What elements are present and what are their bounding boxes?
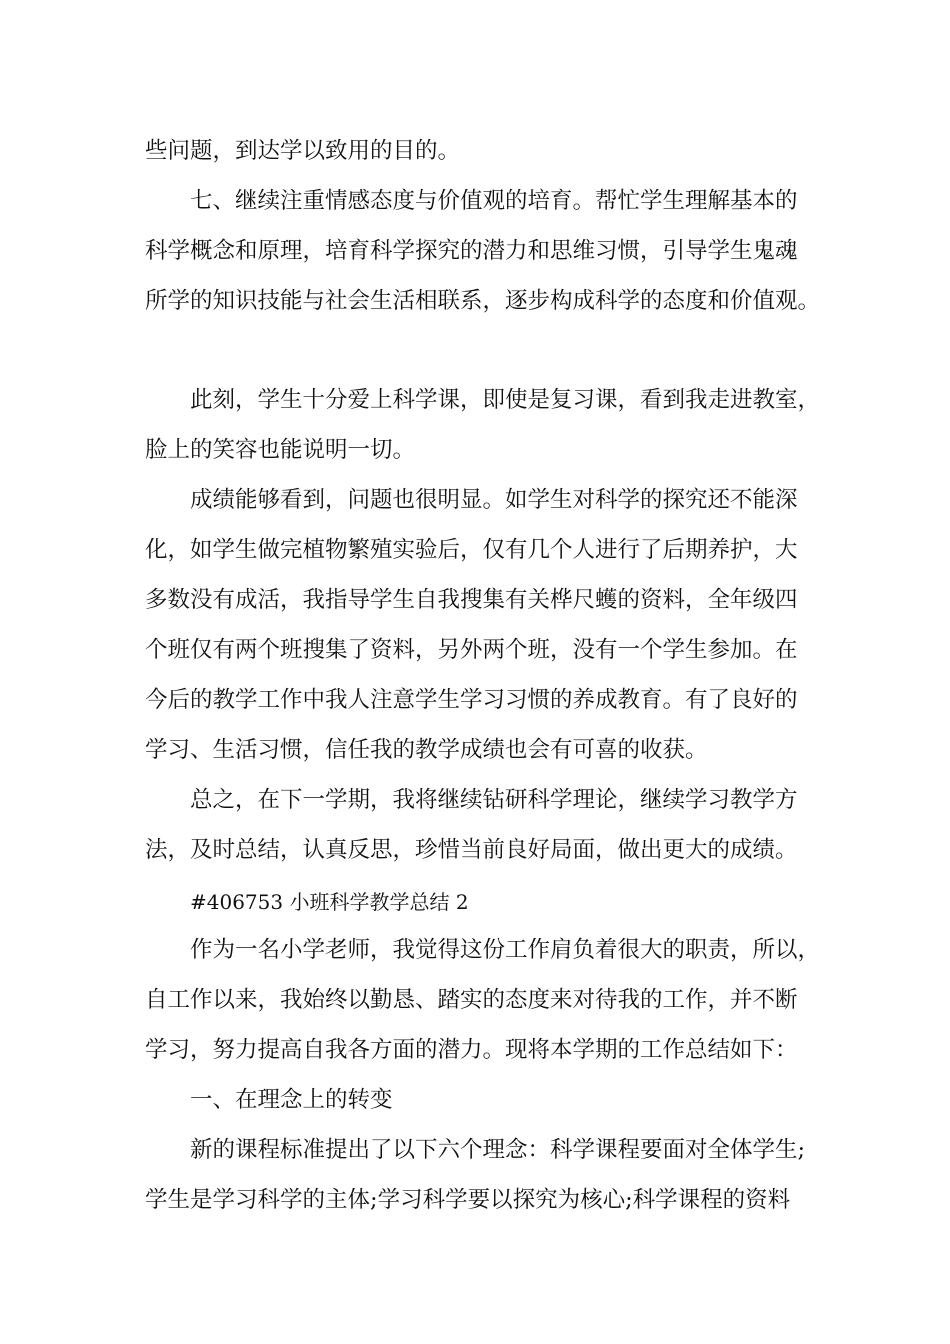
text-line: 学习、生活习惯，信任我的教学成绩也会有可喜的收获。 bbox=[145, 737, 708, 763]
text-line: 七、继续注重情感态度与价值观的培育。帮忙学生理解基本的 bbox=[190, 188, 798, 214]
text-line: 脸上的笑容也能说明一切。 bbox=[145, 437, 416, 463]
text-line: 作为一名小学老师，我觉得这份工作肩负着很大的职责，所以， bbox=[190, 937, 821, 963]
text-line: 法，及时总结，认真反思，珍惜当前良好局面，做出更大的成绩。 bbox=[145, 837, 798, 863]
text-line: 些问题，到达学以致用的目的。 bbox=[145, 138, 461, 164]
text-line: 成绩能够看到，问题也很明显。如学生对科学的探究还不能深 bbox=[190, 487, 798, 513]
text-line: 自工作以来，我始终以勤恳、踏实的态度来对待我的工作，并不断 bbox=[145, 987, 798, 1013]
text-line: 个班仅有两个班搜集了资料，另外两个班，没有一个学生参加。在 bbox=[145, 637, 798, 663]
text-line: 今后的教学工作中我人注意学生学习习惯的养成教育。有了良好的 bbox=[145, 687, 798, 713]
text-line: 科学概念和原理，培育科学探究的潜力和思维习惯，引导学生鬼魂 bbox=[145, 238, 798, 264]
text-line: 此刻，学生十分爱上科学课，即使是复习课，看到我走进教室， bbox=[190, 387, 821, 413]
text-line: 学习，努力提高自我各方面的潜力。现将本学期的工作总结如下： bbox=[145, 1037, 798, 1063]
text-line: 新的课程标准提出了以下六个理念：科学课程要面对全体学生; bbox=[190, 1137, 806, 1163]
text-line: 化，如学生做完植物繁殖实验后，仅有几个人进行了后期养护，大 bbox=[145, 537, 798, 563]
text-line: 一、在理念上的转变 bbox=[190, 1087, 393, 1113]
section-heading: #406753 小班科学教学总结 2 bbox=[190, 890, 469, 914]
text-line: 总之，在下一学期，我将继续钻研科学理论，继续学习教学方 bbox=[190, 787, 798, 813]
text-line: 所学的知识技能与社会生活相联系，逐步构成科学的态度和价值观。 bbox=[145, 288, 821, 314]
text-line: 多数没有成活，我指导学生自我搜集有关桦尺蠖的资料，全年级四 bbox=[145, 587, 798, 613]
text-line: 学生是学习科学的主体;学习科学要以探究为核心;科学课程的资料 bbox=[145, 1187, 791, 1213]
